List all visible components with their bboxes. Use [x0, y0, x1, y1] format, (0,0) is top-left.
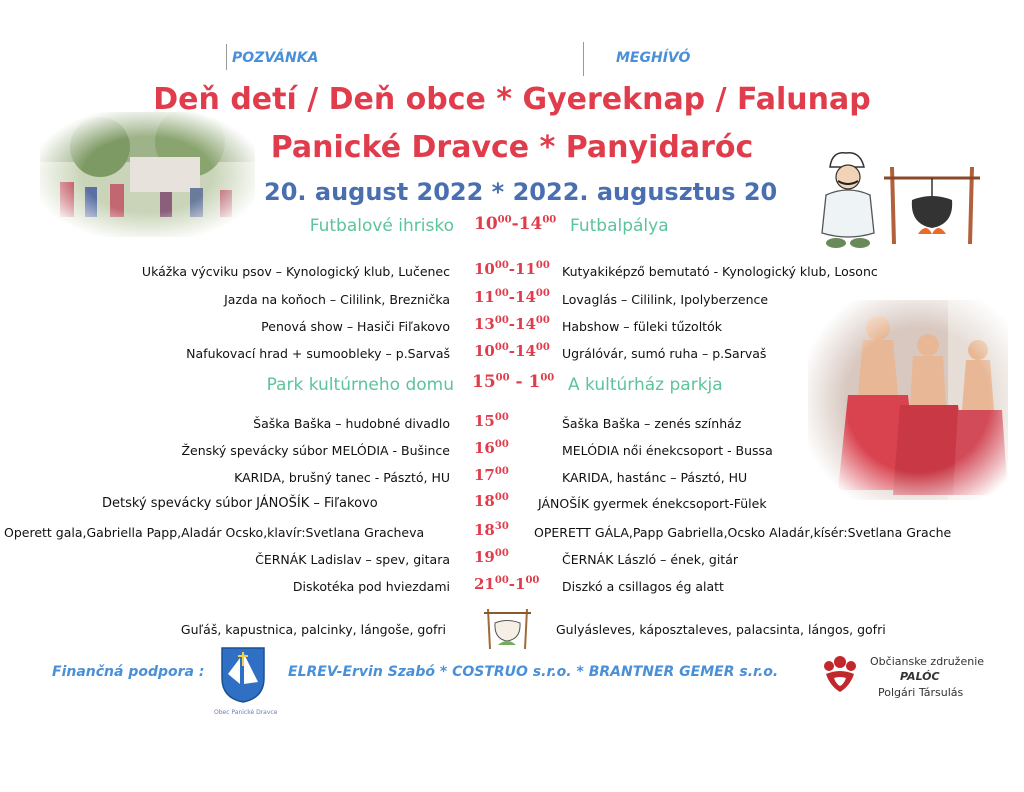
- program-item-time: $11^{00}-14^{00}$: [474, 288, 550, 306]
- venue-time-park: $15^{00} - 1^{00}$: [472, 372, 555, 392]
- program-item-sk: ČERNÁK Ladislav – spev, gitara: [255, 552, 450, 567]
- program-item-time: $19^{00}$: [474, 548, 509, 566]
- program-item-sk: Operett gala,Gabriella Papp,Aladár Ocsko,klavír:Svetlana Gracheva: [4, 525, 425, 540]
- program-item-hu: Ugrálóvár, sumó ruha – p.Sarvaš: [562, 346, 767, 361]
- paloc-logo-icon: [820, 650, 860, 696]
- venue-sk-football: Futbalové ihrisko: [309, 216, 454, 236]
- venue-sk-park: Park kultúrneho domu: [266, 375, 454, 395]
- program-item-sk: Detský spevácky súbor JÁNOŠÍK – Fiľakovo: [102, 496, 378, 511]
- header-divider-right: [583, 42, 584, 76]
- program-item-hu: Habshow – füleki tűzoltók: [562, 319, 722, 334]
- program-item-hu: MELÓDIA női énekcsoport - Bussa: [562, 443, 773, 458]
- program-item-sk: Penová show – Hasiči Fiľakovo: [261, 319, 450, 334]
- program-item-hu: ČERNÁK László – ének, gitár: [562, 552, 738, 567]
- program-item-hu: Kutyakiképző bemutató - Kynologický klub, Losonc: [562, 264, 878, 279]
- program-item-hu: JÁNOŠÍK gyermek énekcsoport-Fülek: [538, 496, 767, 511]
- program-item-sk: Ženský spevácky súbor MELÓDIA - Bušince: [181, 443, 450, 458]
- program-item-time: $15^{00}$: [474, 412, 509, 430]
- goulash-pot-icon: [480, 605, 535, 653]
- program-item-time: $10^{00}-11^{00}$: [474, 260, 550, 278]
- program-item-hu: OPERETT GÁLA,Papp Gabriella,Ocsko Aladár,kísér:Svetlana Grache: [534, 525, 952, 540]
- program-item-time: $13^{00}-14^{00}$: [474, 315, 550, 333]
- program-item-hu: KARIDA, hastánc – Pásztó, HU: [562, 470, 748, 485]
- program-item-time: $21^{00}-1^{00}$: [474, 575, 540, 593]
- program-item-hu: Diszkó a csillagos ég alatt: [562, 579, 724, 594]
- event-date: 20. august 2022 * 2022. augusztus 20: [264, 178, 778, 206]
- program-item-sk: Jazda na koňoch – Cililink, Breznička: [224, 292, 450, 307]
- event-title: Deň detí / Deň obce * Gyereknap / Falunap: [153, 82, 871, 117]
- dancers-photo: [808, 300, 1008, 500]
- coat-of-arms-icon: [218, 644, 268, 704]
- program-item-sk: KARIDA, brušný tanec - Pásztó, HU: [234, 470, 450, 485]
- sponsor-list: ELREV-Ervin Szabó * COSTRUO s.r.o. * BRANTNER GEMER s.r.o.: [288, 664, 779, 680]
- venue-hu-football: Futbalpálya: [570, 216, 669, 236]
- coat-of-arms-caption: Obec Panické Dravce: [214, 709, 278, 716]
- header-divider-left: [226, 44, 227, 70]
- program-item-sk: Šaška Baška – hudobné divadlo: [253, 416, 450, 431]
- venue-time-football: $10^{00}-14^{00}$: [474, 214, 557, 234]
- program-item-sk: Nafukovací hrad + sumoobleky – p.Sarvaš: [186, 346, 450, 361]
- program-item-time: $18^{00}$: [474, 492, 509, 510]
- program-item-sk: Diskotéka pod hviezdami: [292, 579, 450, 594]
- cauldron-icon: [880, 162, 985, 247]
- org-line2: PALÓC: [900, 670, 940, 683]
- org-line1: Občianske združenie: [870, 655, 985, 668]
- program-item-time: $18^{30}$: [474, 521, 509, 539]
- venue-hu-park: A kultúrház parkja: [568, 375, 723, 395]
- program-item-hu: Šaška Baška – zenés színház: [562, 416, 742, 431]
- food-list-hu: Gulyásleves, káposztaleves, palacsinta, lángos, gofri: [556, 622, 886, 637]
- invitation-label-sk: POZVÁNKA: [232, 50, 319, 66]
- program-item-hu: Lovaglás – Cililink, Ipolyberzence: [562, 292, 769, 307]
- org-line3: Polgári Társulás: [878, 686, 964, 699]
- village-title: Panické Dravce * Panyidaróc: [270, 130, 754, 165]
- program-item-sk: Ukážka výcviku psov – Kynologický klub, Lučenec: [141, 264, 450, 279]
- program-item-time: $10^{00}-14^{00}$: [474, 342, 550, 360]
- program-item-time: $17^{00}$: [474, 466, 509, 484]
- support-label: Finančná podpora :: [52, 664, 205, 680]
- food-list-sk: Guľáš, kapustnica, palcinky, lángoše, gofri: [180, 622, 446, 637]
- program-item-time: $16^{00}$: [474, 439, 509, 457]
- invitation-label-hu: MEGHÍVÓ: [616, 50, 691, 66]
